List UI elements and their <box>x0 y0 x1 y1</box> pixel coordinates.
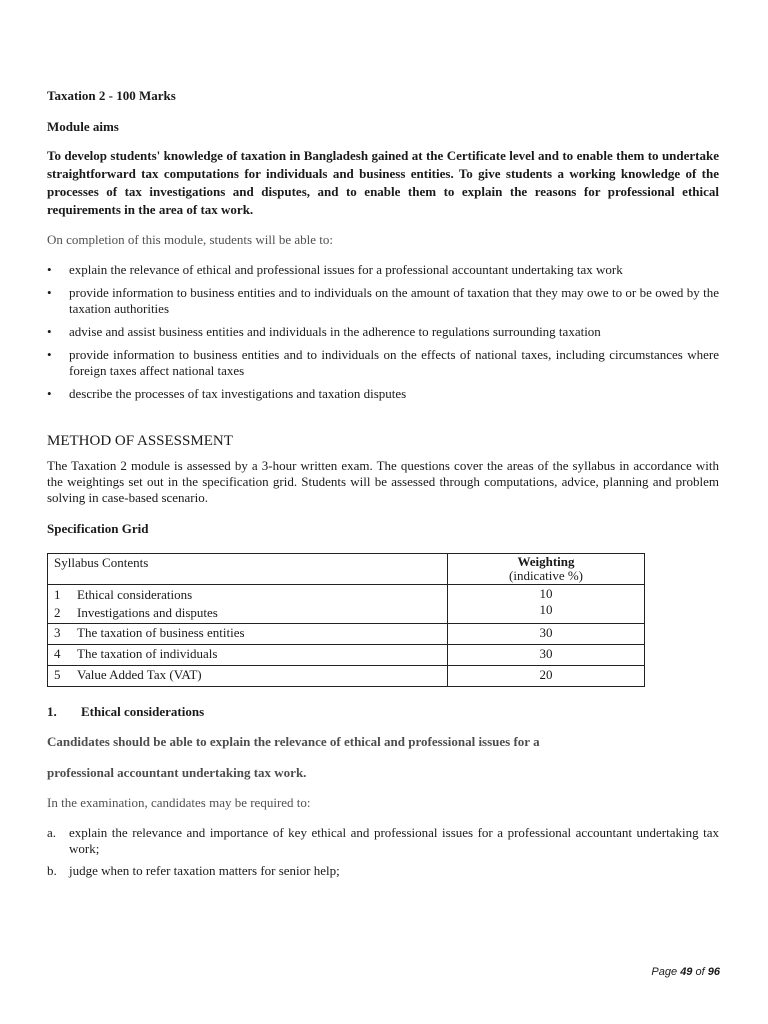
table-row <box>48 624 645 645</box>
completion-intro: On completion of this module, students will be able to: <box>47 232 333 247</box>
assessment-paragraph: The Taxation 2 module is assessed by a 3-hour written exam. The questions cover the areas of the syllabus in accordance with the weightings set out in the specification grid. Students will be assessed through computations, advice, planning and problem solving in case-based scenario. <box>47 458 719 505</box>
exam-intro: In the examination, candidates may be required to: <box>47 795 311 810</box>
section-1-heading <box>47 704 204 720</box>
table-cell: 5 Value Added Tax (VAT) <box>48 666 448 687</box>
section-1-title: Ethical considerations <box>81 704 205 719</box>
table-cell: 3 The taxation of business entities <box>48 624 448 645</box>
learning-outcomes-list <box>47 262 719 402</box>
table-row <box>48 645 645 666</box>
list-item: • provide information to business entities and to individuals on the effects of national taxes, including circumstances where foreign taxes affect national taxes <box>47 347 719 379</box>
spec-grid-heading: Specification Grid <box>47 521 149 536</box>
table-header-row <box>48 554 645 585</box>
table-cell: 30 <box>448 645 645 666</box>
weighting-header: Weighting <box>517 554 575 569</box>
specification-grid <box>47 553 645 687</box>
table-row <box>48 666 645 687</box>
table-cell: 20 <box>448 666 645 687</box>
table-cell: 4 The taxation of individuals <box>48 645 448 666</box>
weighting-subheader: (indicative %) <box>509 568 583 583</box>
list-item: • advise and assist business entities and individuals in the adherence to regulations surrounding taxation <box>47 324 719 340</box>
section-1-line-1: Candidates should be able to explain the relevance of ethical and professional issues for a <box>47 734 540 749</box>
section-1-number: 1. <box>47 704 57 719</box>
assessment-heading: METHOD OF ASSESSMENT <box>47 433 233 449</box>
table-header-cell <box>48 554 448 585</box>
exam-requirements-list <box>47 825 719 879</box>
table-header-cell <box>448 554 645 585</box>
table-row <box>48 585 645 624</box>
table-cell: 1 Ethical considerations 2 Investigations and disputes <box>48 585 448 624</box>
list-item: • provide information to business entities and to individuals on the amount of taxation that they may owe to or be owed by the taxation authorities <box>47 285 719 317</box>
list-item: • describe the processes of tax investigations and taxation disputes <box>47 386 719 402</box>
list-item: • explain the relevance of ethical and professional issues for a professional accountant undertaking tax work <box>47 262 719 278</box>
table-cell: 10 10 <box>448 585 645 624</box>
list-item: b. judge when to refer taxation matters for senior help; <box>47 863 340 878</box>
module-title: Taxation 2 - 100 Marks <box>47 88 176 103</box>
table-cell: 30 <box>448 624 645 645</box>
list-item: a. explain the relevance and importance of key ethical and professional issues for a professional accountant undertaking tax work; <box>47 825 719 856</box>
module-aims-paragraph: To develop students' knowledge of taxation in Bangladesh gained at the Certificate level and to enable them to undertake straightforward tax computations for individuals and business entities. To give students a working knowledge of the processes of tax investigations and disputes, and to enable them to explain the reasons for professional ethical requirements in the area of tax work. <box>47 148 719 217</box>
section-1-line-2: professional accountant undertaking tax work. <box>47 765 307 780</box>
page-number-footer: Page 49 of 96 <box>651 966 720 978</box>
syllabus-contents-header: Syllabus Contents <box>54 555 149 570</box>
module-aims-heading: Module aims <box>47 119 119 134</box>
